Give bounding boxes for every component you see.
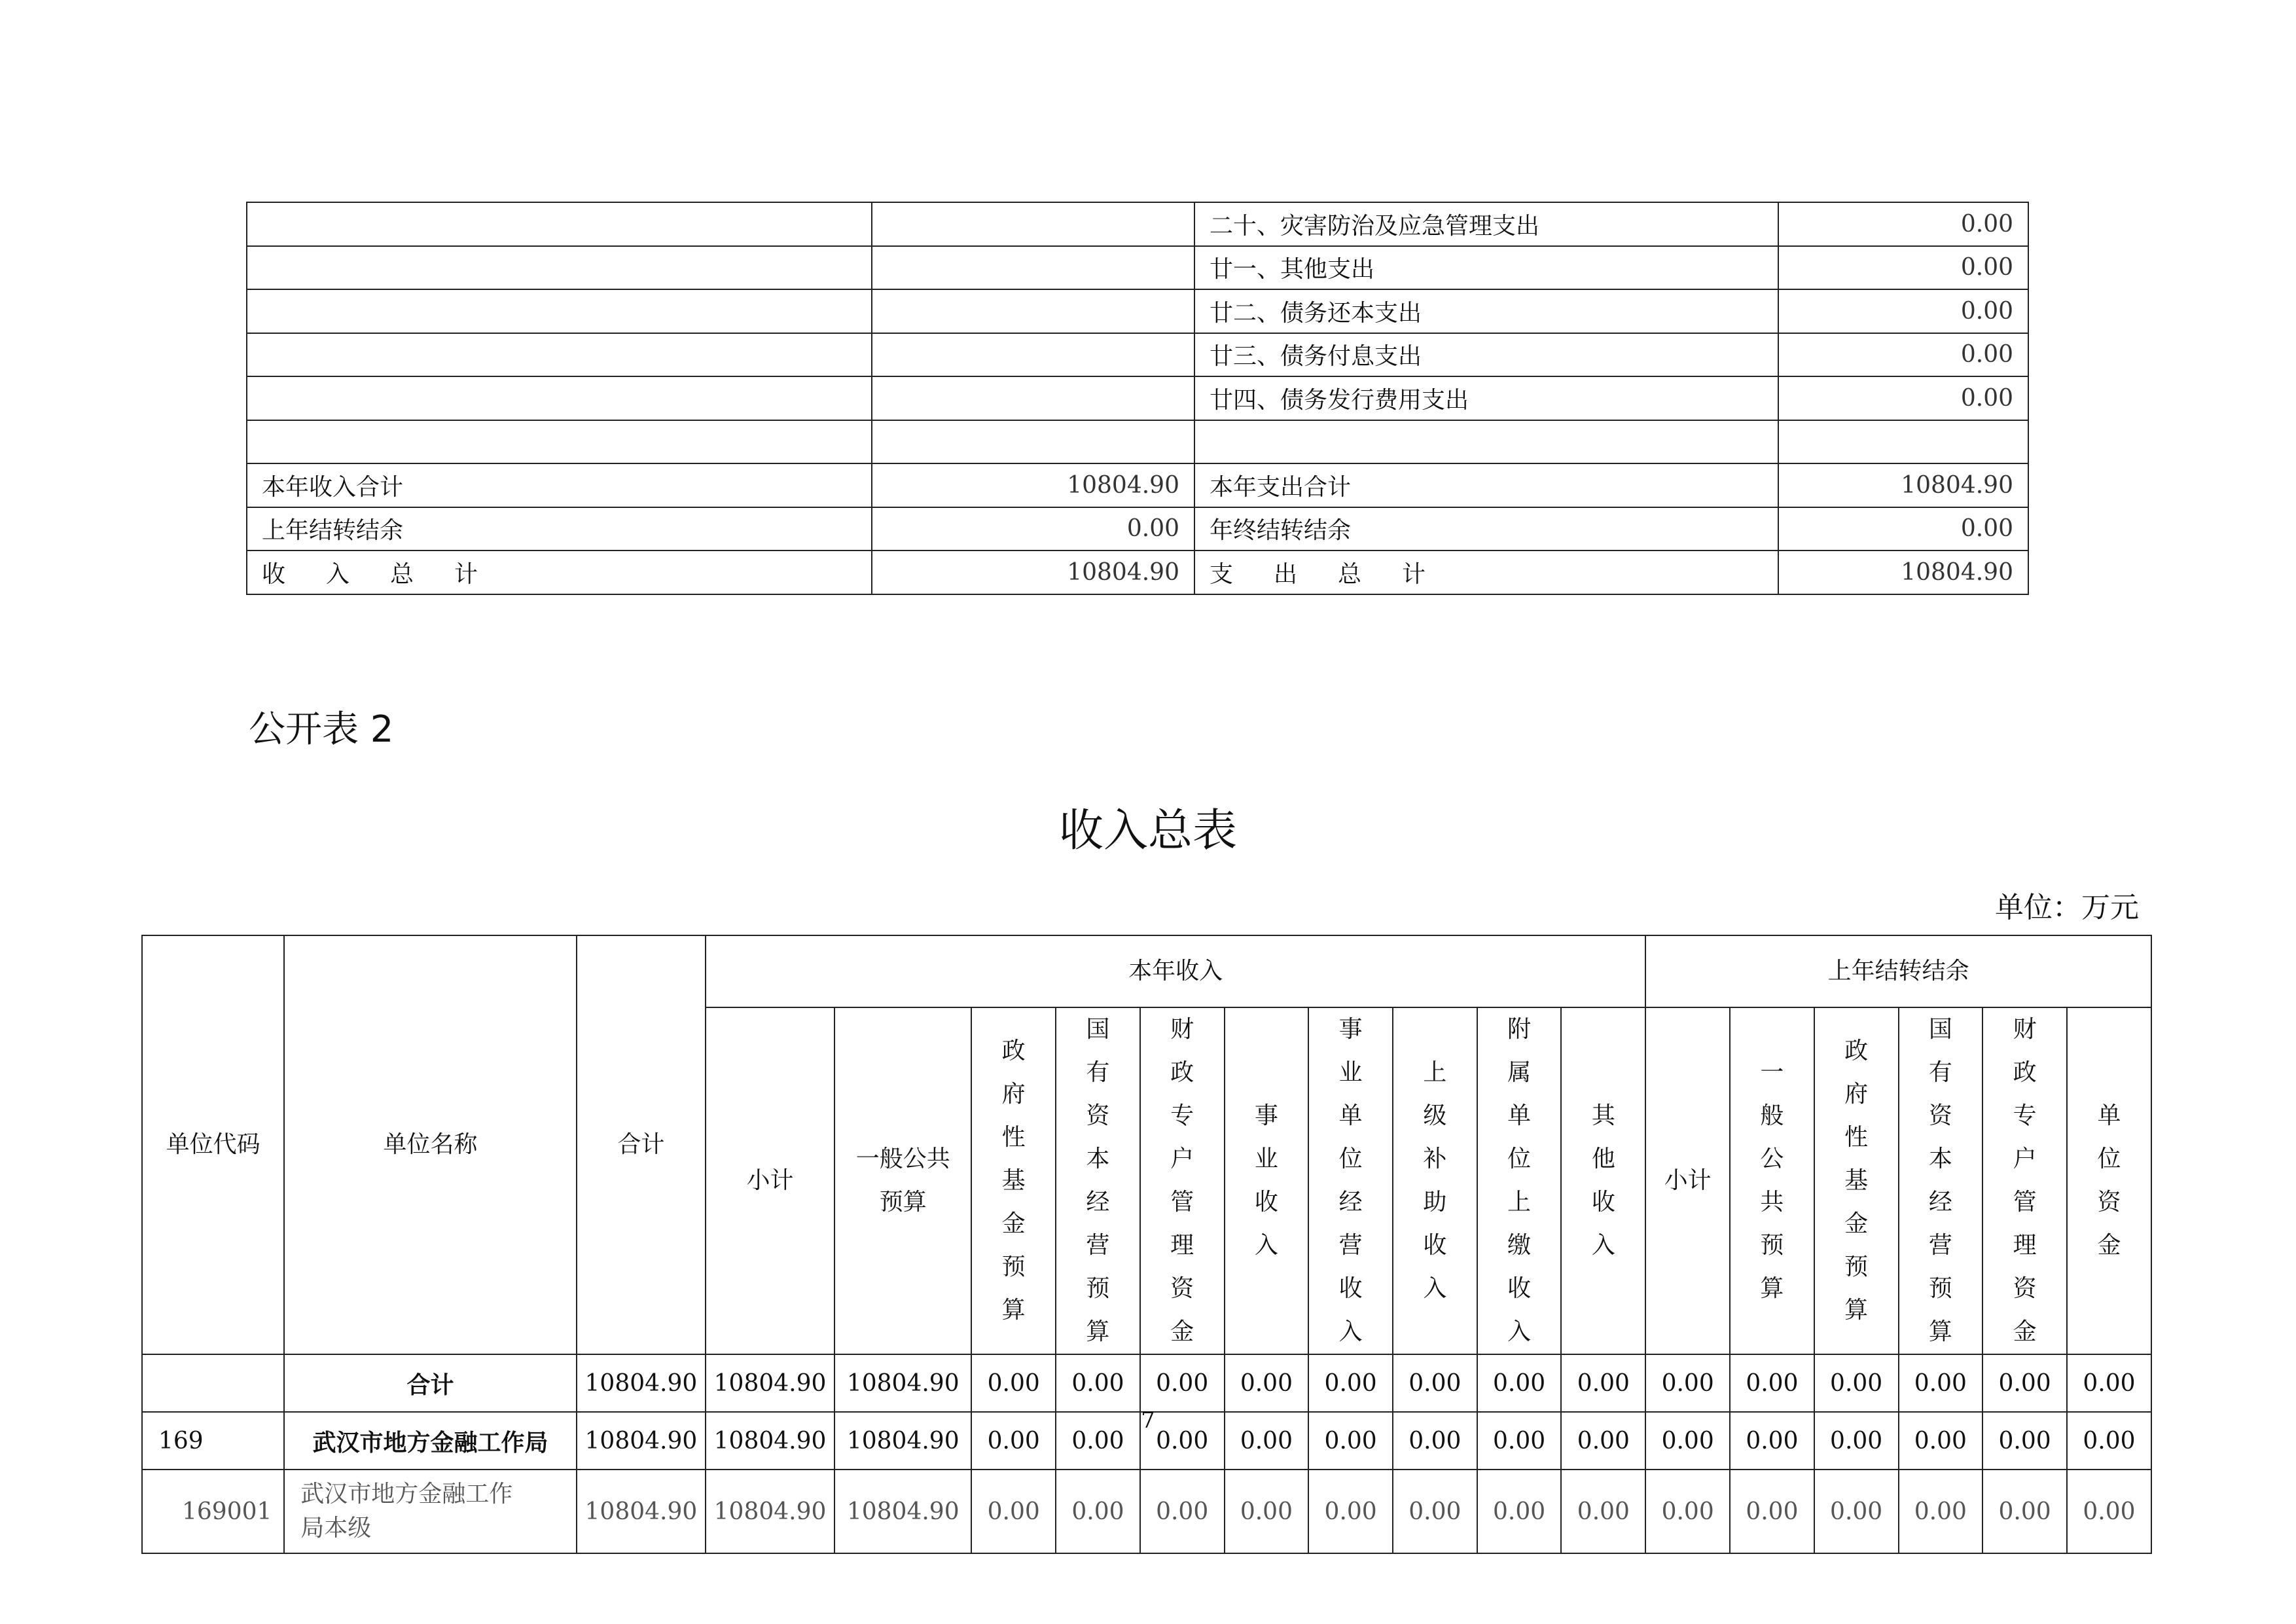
header-carryover-col: 小计 — [1645, 1007, 1730, 1354]
expense-continuation-table — [246, 202, 2029, 595]
left-value-cell: 10804.90 — [872, 463, 1194, 507]
header-text: 事业收入 — [1254, 1102, 1278, 1259]
income-grand-total-value: 10804.90 — [872, 550, 1194, 594]
header-current-col: 小计 — [706, 1007, 834, 1354]
left-value-cell — [872, 289, 1194, 333]
value-cell: 0.00 — [1056, 1354, 1140, 1412]
header-current-col — [1225, 1007, 1309, 1354]
value-cell: 0.00 — [1225, 1354, 1309, 1412]
value-cell: 0.00 — [971, 1412, 1056, 1470]
header-current-col — [1393, 1007, 1477, 1354]
header-current-col — [971, 1007, 1056, 1354]
header-row-1 — [142, 935, 2151, 1007]
header-current-col — [1477, 1007, 1562, 1354]
total-label-char: 总 — [1337, 560, 1361, 588]
left-label-cell: 上年结转结余 — [247, 507, 872, 551]
value-cell: 0.00 — [1730, 1470, 1814, 1553]
right-label-cell: 廿一、其他支出 — [1194, 246, 1778, 290]
value-cell: 0.00 — [971, 1354, 1056, 1412]
right-label-cell: 年终结转结余 — [1194, 507, 1778, 551]
value-cell: 0.00 — [1982, 1412, 2067, 1470]
value-cell: 0.00 — [2067, 1354, 2151, 1412]
value-cell: 0.00 — [1140, 1470, 1225, 1553]
unit-code-cell: 169001 — [142, 1470, 284, 1553]
header-current-col — [1308, 1007, 1393, 1354]
right-label-cell: 二十、灾害防治及应急管理支出 — [1194, 202, 1778, 246]
value-cell: 0.00 — [1899, 1470, 1983, 1553]
header-text: 单位资金 — [2097, 1102, 2121, 1259]
value-cell: 0.00 — [1056, 1470, 1140, 1553]
grand-total-row — [247, 550, 2028, 594]
header-text: 附属单位上缴收入 — [1507, 1016, 1532, 1345]
right-label-cell: 本年支出合计 — [1194, 463, 1778, 507]
value-cell: 0.00 — [1477, 1470, 1562, 1553]
left-label-cell — [247, 289, 872, 333]
right-label-cell: 廿四、债务发行费用支出 — [1194, 376, 1778, 420]
left-label-cell — [247, 202, 872, 246]
page-title: 收入总表 — [1058, 805, 1237, 857]
total-label-char: 入 — [325, 560, 350, 588]
expense-row — [247, 246, 2028, 290]
left-label-cell: 本年收入合计 — [247, 463, 872, 507]
value-cell: 0.00 — [1477, 1354, 1562, 1412]
right-value-cell: 0.00 — [1778, 376, 2028, 420]
header-current-col — [1561, 1007, 1645, 1354]
header-text: 国有资本经营预算 — [1928, 1016, 1952, 1345]
value-cell: 0.00 — [1730, 1412, 1814, 1470]
expense-row — [247, 333, 2028, 377]
value-cell: 0.00 — [1899, 1412, 1983, 1470]
header-unit-name: 单位名称 — [284, 935, 577, 1354]
left-label-cell — [247, 420, 872, 464]
header-current-year-income: 本年收入 — [706, 935, 1645, 1007]
value-cell: 10804.90 — [706, 1354, 834, 1412]
header-text: 财政专户管理资金 — [2013, 1016, 2037, 1345]
left-value-cell — [872, 376, 1194, 420]
left-label-cell — [247, 376, 872, 420]
value-cell: 0.00 — [1645, 1470, 1730, 1553]
value-cell: 0.00 — [1645, 1412, 1730, 1470]
value-cell: 10804.90 — [706, 1470, 834, 1553]
unit-label: 单位：万元 — [1995, 891, 2139, 924]
right-label-cell: 廿二、债务还本支出 — [1194, 289, 1778, 333]
right-value-cell: 0.00 — [1778, 333, 2028, 377]
value-cell: 0.00 — [1561, 1470, 1645, 1553]
unit-name-cell: 合计 — [284, 1354, 577, 1412]
value-cell: 0.00 — [1140, 1354, 1225, 1412]
total-label-char: 出 — [1273, 560, 1297, 588]
right-label-cell — [1194, 420, 1778, 464]
unit-code-cell: 169 — [142, 1412, 284, 1470]
header-carryover-col — [1814, 1007, 1899, 1354]
expense-grand-total-value: 10804.90 — [1778, 550, 2028, 594]
unit-name-cell: 武汉市地方金融工作局 — [284, 1412, 577, 1470]
expense-row — [247, 289, 2028, 333]
right-value-cell: 0.00 — [1778, 289, 2028, 333]
expense-row — [247, 463, 2028, 507]
value-cell: 10804.90 — [834, 1412, 971, 1470]
header-text: 上级补助收入 — [1423, 1059, 1447, 1302]
value-cell: 0.00 — [1730, 1354, 1814, 1412]
value-cell: 0.00 — [1140, 1412, 1225, 1470]
value-cell: 0.00 — [1308, 1412, 1393, 1470]
left-label-cell — [247, 246, 872, 290]
total-label-char: 总 — [389, 560, 414, 588]
value-cell: 10804.90 — [577, 1412, 706, 1470]
header-text: 事业单位经营收入 — [1338, 1016, 1363, 1345]
total-label-char: 支 — [1210, 560, 1234, 588]
unit-name-line: 局本级 — [300, 1515, 372, 1542]
header-total: 合计 — [577, 935, 706, 1354]
value-cell: 0.00 — [1814, 1412, 1899, 1470]
total-label-char: 收 — [262, 560, 286, 588]
expense-row — [247, 507, 2028, 551]
value-cell: 0.00 — [1393, 1412, 1477, 1470]
value-cell: 10804.90 — [577, 1470, 706, 1553]
value-cell: 0.00 — [1056, 1412, 1140, 1470]
expense-grand-total-label — [1194, 550, 1778, 594]
expense-row — [247, 376, 2028, 420]
left-value-cell — [872, 246, 1194, 290]
left-label-cell — [247, 333, 872, 377]
left-value-cell — [872, 202, 1194, 246]
value-cell: 0.00 — [1982, 1354, 2067, 1412]
right-label-cell: 廿三、债务付息支出 — [1194, 333, 1778, 377]
value-cell: 10804.90 — [834, 1354, 971, 1412]
value-cell: 10804.90 — [577, 1354, 706, 1412]
right-value-cell: 0.00 — [1778, 246, 2028, 290]
page-number: 7 — [1141, 1407, 1155, 1434]
value-cell: 0.00 — [1308, 1354, 1393, 1412]
right-value-cell: 10804.90 — [1778, 463, 2028, 507]
total-row — [142, 1354, 2151, 1412]
header-unit-code: 单位代码 — [142, 935, 284, 1354]
total-label-char: 计 — [454, 560, 478, 588]
header-text: 政府性基金预算 — [1001, 1038, 1026, 1324]
header-current-col — [1056, 1007, 1140, 1354]
unit-name-line: 武汉市地方金融工作 — [300, 1481, 513, 1507]
unit-name-cell — [284, 1470, 577, 1553]
public-table-tag: 公开表 2 — [249, 708, 394, 751]
header-carryover: 上年结转结余 — [1645, 935, 2151, 1007]
header-text: 一般公共预算 — [1760, 1059, 1784, 1302]
header-text: 政府性基金预算 — [1844, 1038, 1869, 1324]
total-label-char: 计 — [1401, 560, 1426, 588]
value-cell: 10804.90 — [706, 1412, 834, 1470]
expense-row — [247, 202, 2028, 246]
value-cell: 0.00 — [1225, 1412, 1309, 1470]
value-cell: 0.00 — [1308, 1470, 1393, 1553]
header-text: 国有资本经营预算 — [1086, 1016, 1110, 1345]
value-cell: 0.00 — [2067, 1412, 2151, 1470]
header-text: 其他收入 — [1591, 1102, 1615, 1259]
expense-row — [247, 420, 2028, 464]
value-cell: 0.00 — [1982, 1470, 2067, 1553]
header-current-col: 一般公共预算 — [834, 1007, 971, 1354]
right-value-cell — [1778, 420, 2028, 464]
right-value-cell: 0.00 — [1778, 202, 2028, 246]
income-grand-total-label — [247, 550, 872, 594]
header-carryover-col — [1982, 1007, 2067, 1354]
value-cell: 0.00 — [1645, 1354, 1730, 1412]
left-value-cell: 0.00 — [872, 507, 1194, 551]
value-cell: 0.00 — [1814, 1470, 1899, 1553]
header-current-col — [1140, 1007, 1225, 1354]
value-cell: 0.00 — [1561, 1412, 1645, 1470]
value-cell: 0.00 — [1225, 1470, 1309, 1553]
header-text: 财政专户管理资金 — [1170, 1016, 1194, 1345]
value-cell: 0.00 — [2067, 1470, 2151, 1553]
right-value-cell: 0.00 — [1778, 507, 2028, 551]
value-cell: 0.00 — [1477, 1412, 1562, 1470]
unit-code-cell — [142, 1354, 284, 1412]
left-value-cell — [872, 420, 1194, 464]
header-carryover-col — [2067, 1007, 2151, 1354]
value-cell: 0.00 — [1393, 1354, 1477, 1412]
header-carryover-col — [1730, 1007, 1814, 1354]
left-value-cell — [872, 333, 1194, 377]
value-cell: 0.00 — [1814, 1354, 1899, 1412]
sub-unit-row — [142, 1470, 2151, 1553]
header-carryover-col — [1899, 1007, 1983, 1354]
value-cell: 0.00 — [1561, 1354, 1645, 1412]
income-summary-table — [141, 935, 2152, 1554]
value-cell: 10804.90 — [834, 1470, 971, 1553]
value-cell: 0.00 — [1899, 1354, 1983, 1412]
value-cell: 0.00 — [1393, 1470, 1477, 1553]
value-cell: 0.00 — [971, 1470, 1056, 1553]
